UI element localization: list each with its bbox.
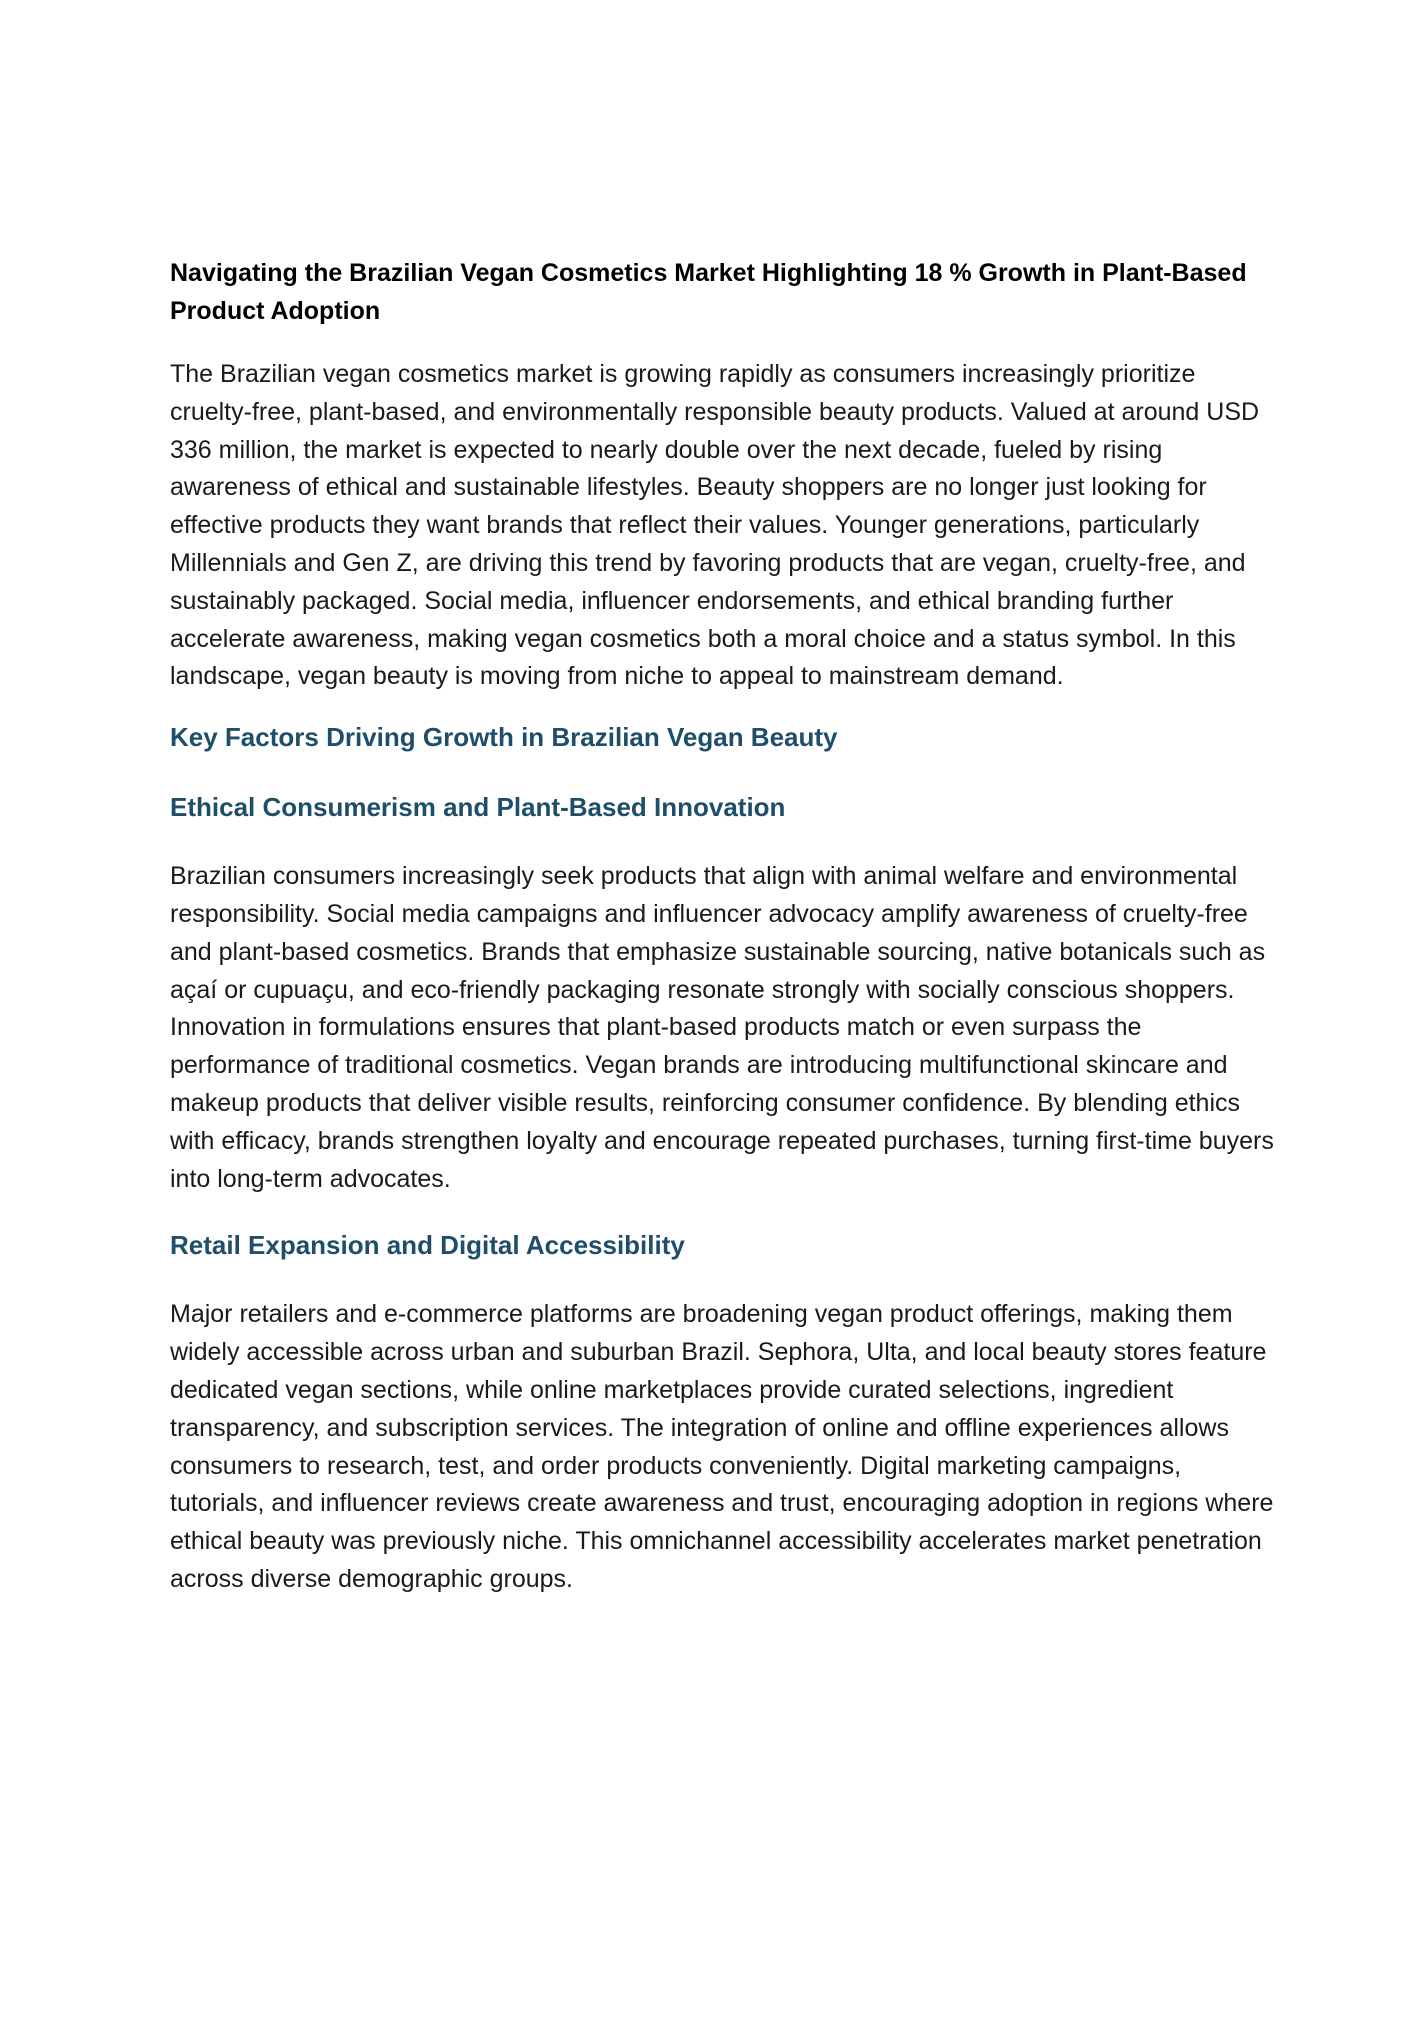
intro-paragraph: The Brazilian vegan cosmetics market is growing rapidly as consumers increasingly prioritize cruelty-free, plant-based, and environmentally responsible beauty products. Valued at around USD 336 million, the market is expected to nearly double over the next decade, fueled by rising awareness of ethical and sustainable lifestyles. Beauty shoppers are no longer just looking for effective products they want brands that reflect their values. Younger generations, particularly Millennials and Gen Z, are driving this trend by favoring products that are vegan, cruelty-free, and sustainably packaged. Social media, influencer endorsements, and ethical branding further accelerate awareness, making vegan cosmetics both a moral choice and a status symbol. In this landscape, vegan beauty is moving from niche to appeal to mainstream demand. bbox=[170, 360, 1260, 691]
document-content bbox=[170, 254, 1280, 1599]
section-heading-key-factors: Key Factors Driving Growth in Brazilian Vegan Beauty bbox=[170, 722, 838, 753]
subsection-heading-retail-expansion: Retail Expansion and Digital Accessibility bbox=[170, 1230, 685, 1261]
paragraph-retail-expansion: Major retailers and e-commerce platforms are broadening vegan product offerings, making them widely accessible across urban and suburban Brazil. Sephora, Ulta, and local beauty stores feature dedicated vegan sections, while online marketplaces provide curated selections, ingredient transparency, and subscription services. The integration of online and offline experiences allows consumers to research, test, and order products conveniently. Digital marketing campaigns, tutorials, and influencer reviews create awareness and trust, encouraging adoption in regions where ethical beauty was previously niche. This omnichannel accessibility accelerates market penetration across diverse demographic groups. bbox=[170, 1300, 1274, 1593]
subsection-heading-ethical-consumerism: Ethical Consumerism and Plant-Based Innovation bbox=[170, 792, 786, 823]
paragraph-ethical-consumerism: Brazilian consumers increasingly seek products that align with animal welfare and environmental responsibility. Social media campaigns and influencer advocacy amplify awareness of cruelty-free and plant-based cosmetics. Brands that emphasize sustainable sourcing, native botanicals such as açaí or cupuaçu, and eco-friendly packaging resonate strongly with socially conscious shoppers. Innovation in formulations ensures that plant-based products match or even surpass the performance of traditional cosmetics. Vegan brands are introducing multifunctional skincare and makeup products that deliver visible results, reinforcing consumer confidence. By blending ethics with efficacy, brands strengthen loyalty and encourage repeated purchases, turning first-time buyers into long-term advocates. bbox=[170, 862, 1274, 1193]
document-title: Navigating the Brazilian Vegan Cosmetics Market Highlighting 18 % Growth in Plant-Based Product Adoption bbox=[170, 259, 1247, 325]
